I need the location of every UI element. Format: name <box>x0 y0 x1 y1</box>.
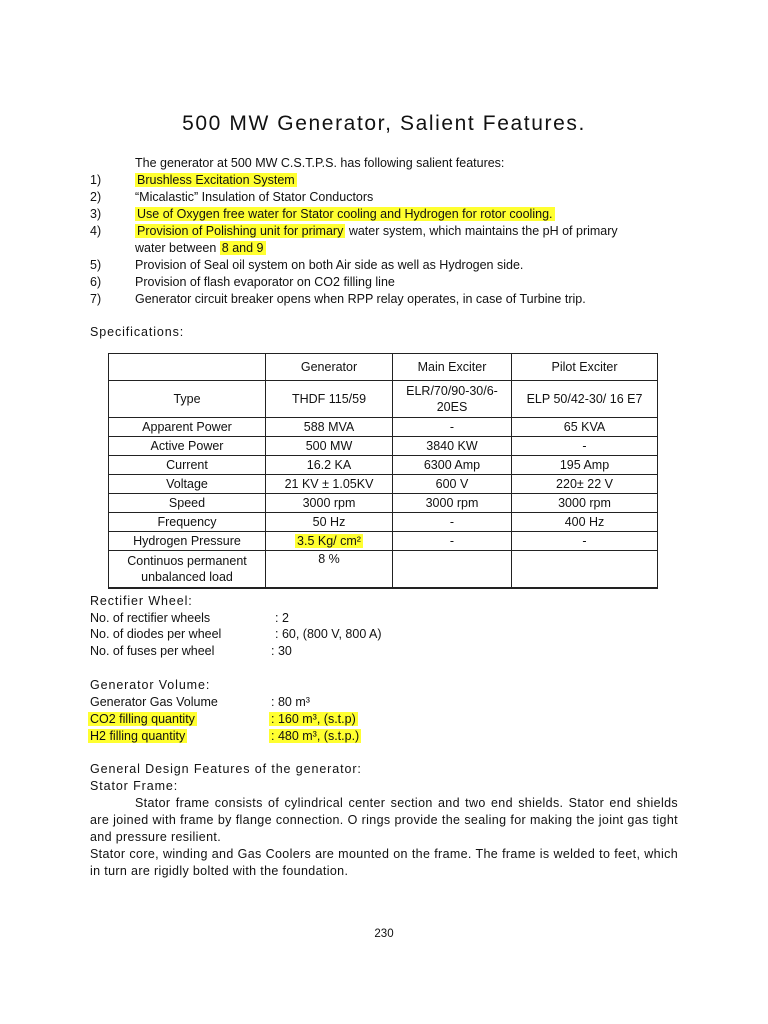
feature-text-highlight: Use of Oxygen free water for Stator cooling and Hydrogen for rotor cooling. <box>137 207 553 221</box>
spec-label: No. of fuses per wheel <box>90 644 215 658</box>
table-cell: THDF 115/59 <box>266 381 393 418</box>
table-header-row <box>109 354 658 381</box>
table-cell: 400 Hz <box>512 513 658 532</box>
table-row <box>109 532 658 551</box>
specifications-table <box>108 353 658 589</box>
feature-item: Provision of Seal oil system on both Air side as well as Hydrogen side. <box>135 258 524 272</box>
spec-value <box>269 711 358 727</box>
table-cell: 3000 rpm <box>266 494 393 513</box>
table-cell: 220± 22 V <box>512 475 658 494</box>
table-cell: 500 MW <box>266 437 393 456</box>
table-cell: - <box>393 418 512 437</box>
table-row <box>109 551 658 589</box>
body-paragraph: Stator core, winding and Gas Coolers are mounted on the frame. The frame is welded to feet, which in turn are rigidly bolted with the foundation. <box>90 847 678 878</box>
spec-value-highlight: : 160 m³, (s.t.p) <box>271 712 356 726</box>
table-cell: Speed <box>109 494 266 513</box>
intro-text: The generator at 500 MW C.S.T.P.S. has following salient features: <box>135 156 505 170</box>
feature-item <box>135 223 618 239</box>
table-cell: - <box>512 532 658 551</box>
feature-number: 5) <box>90 258 102 272</box>
spec-value: : 2 <box>275 611 289 625</box>
spec-label: Generator Gas Volume <box>90 695 218 709</box>
feature-text-highlight: Brushless Excitation System <box>137 173 295 187</box>
feature-item: Generator circuit breaker opens when RPP relay operates, in case of Turbine trip. <box>135 292 586 306</box>
spec-value-highlight: : 480 m³, (s.t.p.) <box>271 729 360 743</box>
table-cell: Frequency <box>109 513 266 532</box>
feature-text: water between <box>135 241 220 255</box>
feature-item: “Micalastic” Insulation of Stator Conductors <box>135 190 374 204</box>
table-row <box>109 456 658 475</box>
table-row <box>109 418 658 437</box>
spec-value: : 30 <box>271 644 292 658</box>
page-number: 230 <box>374 928 394 940</box>
feature-number: 6) <box>90 275 102 289</box>
table-cell: Apparent Power <box>109 418 266 437</box>
feature-item <box>135 172 297 188</box>
table-cell: 6300 Amp <box>393 456 512 475</box>
section-heading: Generator Volume: <box>90 678 211 692</box>
table-row <box>109 437 658 456</box>
table-header-cell: Main Exciter <box>393 354 512 381</box>
page-title: 500 MW Generator, Salient Features. <box>182 112 586 135</box>
table-cell: 3840 KW <box>393 437 512 456</box>
table-cell: 600 V <box>393 475 512 494</box>
table-cell: Active Power <box>109 437 266 456</box>
spec-label-highlight: H2 filling quantity <box>90 729 186 743</box>
table-cell <box>393 551 512 589</box>
table-cell: 50 Hz <box>266 513 393 532</box>
feature-number: 1) <box>90 173 102 187</box>
table-cell: Continuos permanent unbalanced load <box>109 551 266 589</box>
spec-label <box>88 711 197 727</box>
spec-label-highlight: CO2 filling quantity <box>90 712 195 726</box>
table-cell: Type <box>109 381 266 418</box>
table-cell: Voltage <box>109 475 266 494</box>
table-cell <box>266 532 393 551</box>
table-header-cell: Pilot Exciter <box>512 354 658 381</box>
section-heading: Rectifier Wheel: <box>90 594 193 608</box>
table-cell: - <box>393 513 512 532</box>
table-cell: 65 KVA <box>512 418 658 437</box>
table-header-cell: Generator <box>266 354 393 381</box>
feature-number: 4) <box>90 224 102 238</box>
table-cell: 588 MVA <box>266 418 393 437</box>
feature-item: Provision of flash evaporator on CO2 filling line <box>135 275 395 289</box>
table-cell: 8 % <box>266 551 393 589</box>
table-header-cell <box>109 354 266 381</box>
feature-text-highlight: 8 and 9 <box>221 241 264 255</box>
table-cell: - <box>393 532 512 551</box>
table-cell: 3000 rpm <box>512 494 658 513</box>
feature-text-highlight: Provision of Polishing unit for primary <box>137 224 344 238</box>
spec-label: No. of diodes per wheel <box>90 627 222 641</box>
table-row <box>109 513 658 532</box>
table-row <box>109 475 658 494</box>
table-cell: 3000 rpm <box>393 494 512 513</box>
table-cell: 195 Amp <box>512 456 658 475</box>
section-heading: General Design Features of the generator: <box>90 762 362 776</box>
table-cell: 16.2 KA <box>266 456 393 475</box>
body-paragraph: Stator frame consists of cylindrical center section and two end shields. Stator end shields are joined with frame by flange connection. O rings provide the sealing for making the joint gas tight and pressure resilient. <box>90 796 678 844</box>
table-cell: ELR/70/90-30/6-20ES <box>393 381 512 418</box>
spec-value <box>269 728 361 744</box>
feature-number: 2) <box>90 190 102 204</box>
feature-item-continuation <box>135 240 266 256</box>
feature-text: water system, which maintains the pH of primary <box>345 224 618 238</box>
table-row <box>109 494 658 513</box>
table-row <box>109 381 658 418</box>
feature-number: 7) <box>90 292 102 306</box>
section-heading: Specifications: <box>90 325 185 339</box>
feature-item <box>135 206 555 222</box>
table-cell-highlight: 3.5 Kg/ cm² <box>297 534 361 548</box>
spec-value: : 60, (800 V, 800 A) <box>275 627 382 641</box>
subsection-heading: Stator Frame: <box>90 779 179 793</box>
table-cell: Current <box>109 456 266 475</box>
table-cell: ELP 50/42-30/ 16 E7 <box>512 381 658 418</box>
table-cell: 21 KV ± 1.05KV <box>266 475 393 494</box>
table-cell: - <box>512 437 658 456</box>
feature-number: 3) <box>90 207 102 221</box>
spec-value: : 80 m³ <box>271 695 310 709</box>
table-cell <box>512 551 658 589</box>
spec-label: No. of rectifier wheels <box>90 611 211 625</box>
table-cell: Hydrogen Pressure <box>109 532 266 551</box>
spec-label <box>88 728 187 744</box>
